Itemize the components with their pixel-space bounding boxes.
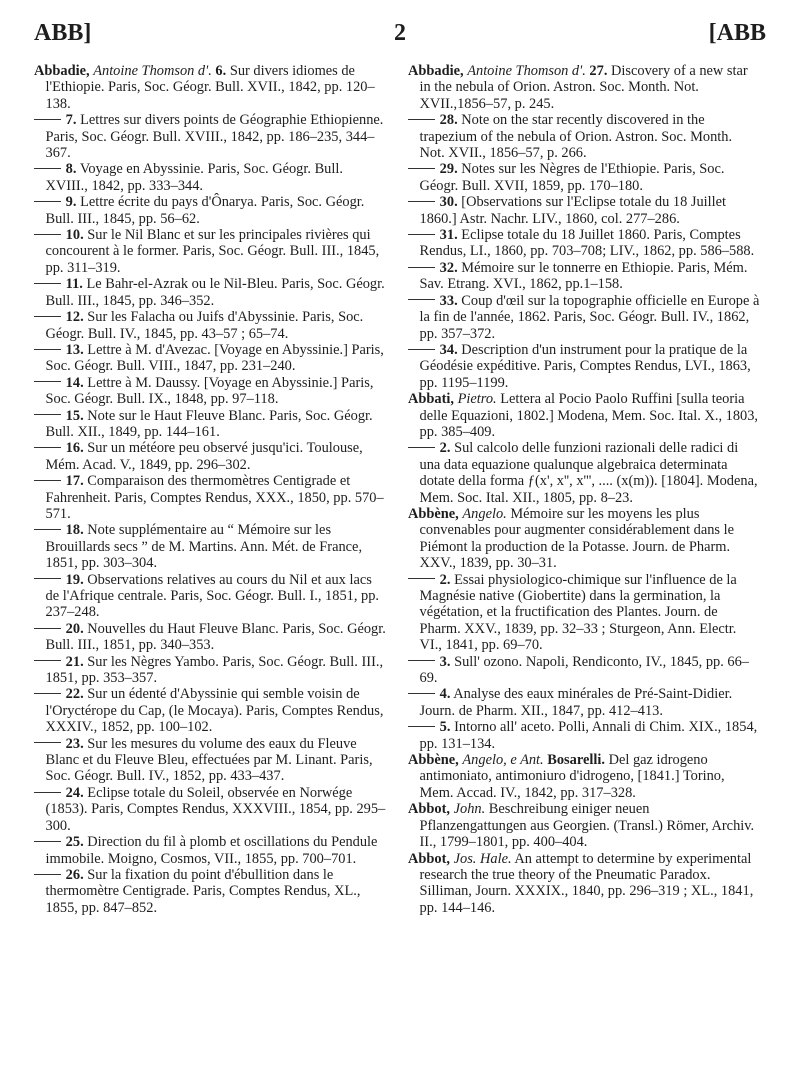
entry-number: 8. — [65, 161, 77, 178]
ditto-dash — [408, 168, 435, 169]
entry-number: 13. — [65, 341, 84, 358]
entry-number: 17. — [65, 473, 84, 490]
author-given-name: Angelo, e Ant. — [462, 752, 544, 769]
ditto-dash — [408, 349, 435, 350]
ditto-dash — [34, 349, 61, 350]
entry-text: Mémoire sur les moyens les plus convenables pour augmenter considérablement dans le Piémont la production de la Potasse. Journ. de Pharm. XXV., 1839, pp. 30–31. — [419, 505, 734, 572]
entry-text: Note supplémentaire au “ Mémoire sur les Brouillards secs ” de M. Martins. Ann. Mét. de France, 1851, pp. 303–304. — [45, 522, 363, 572]
author-surname: Abbot, — [408, 801, 450, 818]
entry-number: 29. — [439, 161, 458, 178]
bibliography-entry — [408, 752, 760, 801]
bibliography-entry — [408, 342, 760, 391]
author-given-name: Antoine Thomson d'. — [93, 63, 212, 79]
entry-text: Sull' ozono. Napoli, Rendiconto, IV., 1845, pp. 66–69. — [419, 653, 750, 687]
entry-text: Beschreibung einiger neuen Pflanzengattungen aus Georgien. (Transl.) Römer, Archiv. II., 1799–1801, pp. 400–404. — [419, 801, 755, 851]
bibliography-entry — [408, 654, 760, 687]
entry-number: 9. — [65, 194, 77, 211]
ditto-dash — [34, 792, 61, 793]
ditto-dash — [408, 299, 435, 300]
ditto-dash — [34, 742, 61, 743]
bibliography-entry — [408, 161, 760, 194]
entry-text: Note on the star recently discovered in the trapezium of the nebula of Orion. Astron. Soc. Month. Not. XVII., 1856–57, p. 266. — [419, 112, 733, 162]
ditto-dash — [34, 578, 61, 579]
entry-text: Intorno all' aceto. Polli, Annali di Chim. XIX., 1854, pp. 131–134. — [419, 719, 758, 752]
entry-text: Lettera al Pocio Paolo Ruffini [sulla teoria delle Equazioni, 1802.] Modena, Mem. Soc. Ital. X., 1803, pp. 385–409. — [419, 391, 759, 440]
entry-number: 7. — [65, 112, 77, 129]
entry-text: Description d'un instrument pour la pratique de la Géodésie expéditive. Paris, Comptes Rendus, LVI., 1863, pp. 1195–1199. — [419, 341, 751, 391]
ditto-dash — [408, 660, 435, 661]
ditto-dash — [408, 726, 435, 727]
entry-number: 2. — [439, 571, 451, 588]
entry-number: 27. — [589, 63, 608, 79]
entry-number: 30. — [439, 194, 458, 211]
bibliography-entry — [408, 63, 760, 112]
coauthor-surname: Bosarelli. — [547, 752, 605, 769]
bibliography-entry — [34, 227, 386, 276]
author-surname: Abbène, — [408, 752, 459, 769]
bibliography-entry — [408, 112, 760, 161]
entry-text: Sur les Nègres Yambo. Paris, Soc. Géogr. Bull. III., 1851, pp. 353–357. — [45, 653, 384, 687]
bibliography-entry — [408, 391, 760, 440]
entry-text: Notes sur les Nègres de l'Ethiopie. Paris, Soc. Géogr. Bull. XVII, 1859, pp. 170–180. — [419, 161, 725, 194]
bibliography-entry — [34, 654, 386, 687]
entry-text: An attempt to determine by experimental research the true theory of the Pneumatic Paradox. Silliman, Journ. XXXIX., 1840, pp. 296–319 ; XL., 1841, pp. 144–146. — [419, 850, 754, 916]
bibliography-entry — [34, 161, 386, 194]
entry-number: 22. — [65, 686, 84, 703]
bibliography-entry — [34, 867, 386, 916]
bibliography-entry — [34, 736, 386, 785]
bibliography-entry — [34, 309, 386, 342]
entry-text: Discovery of a new star in the nebula of Orion. Astron. Soc. Month. Not. XVII.,1856–57, p. 245. — [419, 63, 748, 112]
ditto-dash — [34, 381, 61, 382]
author-given-name: John. — [453, 801, 486, 818]
entry-number: 20. — [65, 620, 84, 637]
entry-text: Sur les Falacha ou Juifs d'Abyssinie. Paris, Soc. Géogr. Bull. IV., 1845, pp. 43–57 ; 65–74. — [45, 309, 364, 342]
ditto-dash — [34, 119, 61, 120]
ditto-dash — [408, 578, 435, 579]
author-surname: Abbot, — [408, 850, 450, 867]
entry-text: Lettre écrite du pays d'Ônarya. Paris, Soc. Géogr. Bull. III., 1845, pp. 56–62. — [45, 194, 365, 227]
ditto-dash — [408, 267, 435, 268]
entry-number: 10. — [65, 227, 84, 244]
entry-number: 3. — [439, 653, 451, 670]
entry-number: 15. — [65, 407, 84, 424]
bibliography-entry — [408, 851, 760, 917]
entry-number: 14. — [65, 374, 84, 391]
author-given-name: Antoine Thomson d'. — [467, 63, 586, 79]
entry-text: Coup d'œil sur la topographie officielle en Europe à la fin de l'année, 1862. Paris, Soc. Géogr. Bull. IV., 1862, pp. 357–372. — [419, 292, 760, 342]
ditto-dash — [34, 414, 61, 415]
ditto-dash — [34, 529, 61, 530]
bibliography-entry — [408, 686, 760, 719]
entry-number: 23. — [65, 735, 84, 752]
header-right: [ABB — [708, 20, 766, 46]
entry-text: Le Bahr-el-Azrak ou le Nil-Bleu. Paris, Soc. Géogr. Bull. III., 1845, pp. 346–352. — [45, 276, 385, 309]
entry-text: Essai physiologico-chimique sur l'influence de la Magnésie native (Giobertite) dans la germination, la végétation, et la fructification des Plantes. Journ. de Pharm. XXV., 1839, pp. 32–33 ; Sturgeon, Ann. Electr. VI., 1841, pp. 69–70. — [419, 571, 737, 654]
bibliography-entry — [408, 801, 760, 850]
bibliography-entry — [34, 342, 386, 375]
bibliography-entry — [34, 686, 386, 735]
ditto-dash — [408, 119, 435, 120]
bibliography-entry — [34, 276, 386, 309]
bibliography-entry — [34, 63, 386, 112]
ditto-dash — [408, 447, 435, 448]
entry-text: Lettre à M. d'Avezac. [Voyage en Abyssinie.] Paris, Soc. Géogr. Bull. VIII., 1847, pp. 231–240. — [45, 341, 384, 375]
entry-text: Nouvelles du Haut Fleuve Blanc. Paris, Soc. Géogr. Bull. III., 1851, pp. 340–353. — [45, 620, 386, 654]
bibliography-entry — [408, 293, 760, 342]
ditto-dash — [34, 168, 61, 169]
bibliography-entry — [34, 440, 386, 473]
entry-text: Note sur le Haut Fleuve Blanc. Paris, Soc. Géogr. Bull. XII., 1849, pp. 144–161. — [45, 407, 373, 440]
ditto-dash — [34, 447, 61, 448]
entry-number: 4. — [439, 686, 451, 703]
entry-number: 21. — [65, 653, 84, 670]
entry-text: Lettre à M. Daussy. [Voyage en Abyssinie.] Paris, Soc. Géogr. Bull. IX., 1848, pp. 97–118. — [45, 374, 374, 408]
bibliography-entry — [34, 408, 386, 441]
bibliography-entry — [408, 440, 760, 506]
entry-number: 16. — [65, 440, 84, 457]
bibliography-entry — [34, 834, 386, 867]
ditto-dash — [34, 480, 61, 481]
entry-number: 34. — [439, 341, 458, 358]
bibliography-entry — [34, 194, 386, 227]
entry-text: Del gaz idrogeno antimoniato, antimoniuro d'idrogeno, [1841.] Torino, Mem. Accad. IV., 1842, pp. 317–328. — [419, 752, 725, 801]
bibliography-entry — [34, 785, 386, 834]
ditto-dash — [34, 201, 61, 202]
page-header — [34, 20, 766, 52]
entry-text: [Observations sur l'Eclipse totale du 18 Juillet 1860.] Astr. Nachr. LIV., 1860, col. 277–286. — [419, 194, 727, 227]
entry-text: Sul calcolo delle funzioni razionali delle radici di una data equazione qualunque algebraica determinata dotate della forma ƒ(x', x'', x''', .... (x(m)). [1804]. Modena, Mem. Soc. Ital. XII., 1805, pp. 8–23. — [419, 440, 758, 506]
bibliography-entry — [34, 375, 386, 408]
bibliography-entry — [408, 506, 760, 572]
bibliography-entry — [34, 621, 386, 654]
bibliography-entry — [34, 473, 386, 522]
ditto-dash — [34, 628, 61, 629]
entry-number: 6. — [215, 63, 227, 79]
author-surname: Abbène, — [408, 505, 459, 522]
ditto-dash — [34, 841, 61, 842]
bibliography-entry — [408, 572, 760, 654]
ditto-dash — [408, 693, 435, 694]
bibliography-entry — [408, 260, 760, 293]
entry-number: 24. — [65, 784, 84, 801]
page-number: 2 — [394, 20, 406, 46]
entry-number: 2. — [439, 440, 451, 457]
entry-text: Comparaison des thermomètres Centigrade et Fahrenheit. Paris, Comptes Rendus, XXX., 1850, pp. 570–571. — [45, 473, 384, 522]
ditto-dash — [408, 201, 435, 202]
ditto-dash — [34, 660, 61, 661]
entry-number: 18. — [65, 522, 84, 539]
entry-text: Mémoire sur le tonnerre en Ethiopie. Paris, Mém. Sav. Etrang. XVI., 1862, pp.1–158. — [419, 259, 748, 293]
entry-text: Direction du fil à plomb et oscillations du Pendule immobile. Moigno, Cosmos, VII., 1855, pp. 700–701. — [45, 834, 378, 867]
entry-text: Sur un météore peu observé jusqu'ici. Toulouse, Mém. Acad. V., 1849, pp. 296–302. — [45, 440, 363, 473]
author-surname: Abbati, — [408, 391, 454, 408]
bibliography-entry — [34, 572, 386, 621]
ditto-dash — [408, 234, 435, 235]
entry-text: Lettres sur divers points de Géographie Ethiopienne. Paris, Soc. Géogr. Bull. XVIII., 1842, pp. 186–235, 344–367. — [45, 112, 384, 162]
entry-number: 19. — [65, 571, 84, 588]
bibliography-entry — [34, 522, 386, 571]
entry-text: Sur un édenté d'Abyssinie qui semble voisin de l'Oryctérope du Cap, (le Mocaya). Paris, Comptes Rendus, XXXIV., 1852, pp. 100–102. — [45, 686, 384, 736]
ditto-dash — [34, 283, 61, 284]
bibliography-entry — [408, 194, 760, 227]
entry-text: Observations relatives au cours du Nil et aux lacs de l'Afrique centrale. Paris, Soc. Géogr. Bull. I., 1851, pp. 237–248. — [45, 571, 380, 621]
author-given-name: Pietro. — [457, 391, 497, 408]
left-column — [34, 63, 386, 916]
author-surname: Abbadie, — [34, 63, 90, 79]
entry-number: 25. — [65, 834, 84, 851]
entry-number: 26. — [65, 866, 84, 883]
entry-text: Sur le Nil Blanc et sur les principales rivières qui concourent à le former. Paris, Soc. Géogr. Bull. III., 1845, pp. 311–319. — [45, 227, 380, 276]
author-surname: Abbadie, — [408, 63, 464, 79]
entry-number: 32. — [439, 259, 458, 276]
entry-number: 5. — [439, 719, 451, 736]
entry-number: 33. — [439, 292, 458, 309]
bibliography-entry — [408, 719, 760, 752]
ditto-dash — [34, 874, 61, 875]
entry-text: Sur divers idiomes de l'Ethiopie. Paris, Soc. Géogr. Bull. XVII., 1842, pp. 120–138. — [45, 63, 375, 112]
ditto-dash — [34, 316, 61, 317]
entry-text: Sur les mesures du volume des eaux du Fleuve Blanc et du Fleuve Bleu, effectuées par M. Linant. Paris, Soc. Géogr. Bull. IV., 1852, pp. 433–437. — [45, 735, 373, 785]
right-column — [408, 63, 760, 916]
ditto-dash — [34, 234, 61, 235]
author-given-name: Jos. Hale. — [453, 850, 512, 867]
header-left: ABB] — [34, 20, 92, 46]
entry-number: 28. — [439, 112, 458, 129]
entry-text: Eclipse totale du 18 Juillet 1860. Paris, Comptes Rendus, LI., 1860, pp. 703–708; LIV., 1862, pp. 586–588. — [419, 227, 755, 260]
bibliography-entry — [408, 227, 760, 260]
ditto-dash — [34, 693, 61, 694]
entry-text: Sur la fixation du point d'ébullition dans le thermomètre Centigrade. Paris, Comptes Rendus, XL., 1855, pp. 847–852. — [45, 866, 361, 916]
entry-number: 11. — [65, 276, 83, 293]
bibliography-entry — [34, 112, 386, 161]
entry-number: 12. — [65, 309, 84, 326]
entry-text: Voyage en Abyssinie. Paris, Soc. Géogr. Bull. XVIII., 1842, pp. 333–344. — [45, 161, 343, 194]
entry-text: Analyse des eaux minérales de Pré-Saint-Didier. Journ. de Pharm. XII., 1847, pp. 412–413. — [419, 686, 733, 719]
entry-number: 31. — [439, 227, 458, 244]
entry-text: Eclipse totale du Soleil, observée en Norwége (1853). Paris, Comptes Rendus, XXXVIII., 1854, pp. 295–300. — [45, 784, 386, 834]
author-given-name: Angelo. — [462, 505, 507, 522]
